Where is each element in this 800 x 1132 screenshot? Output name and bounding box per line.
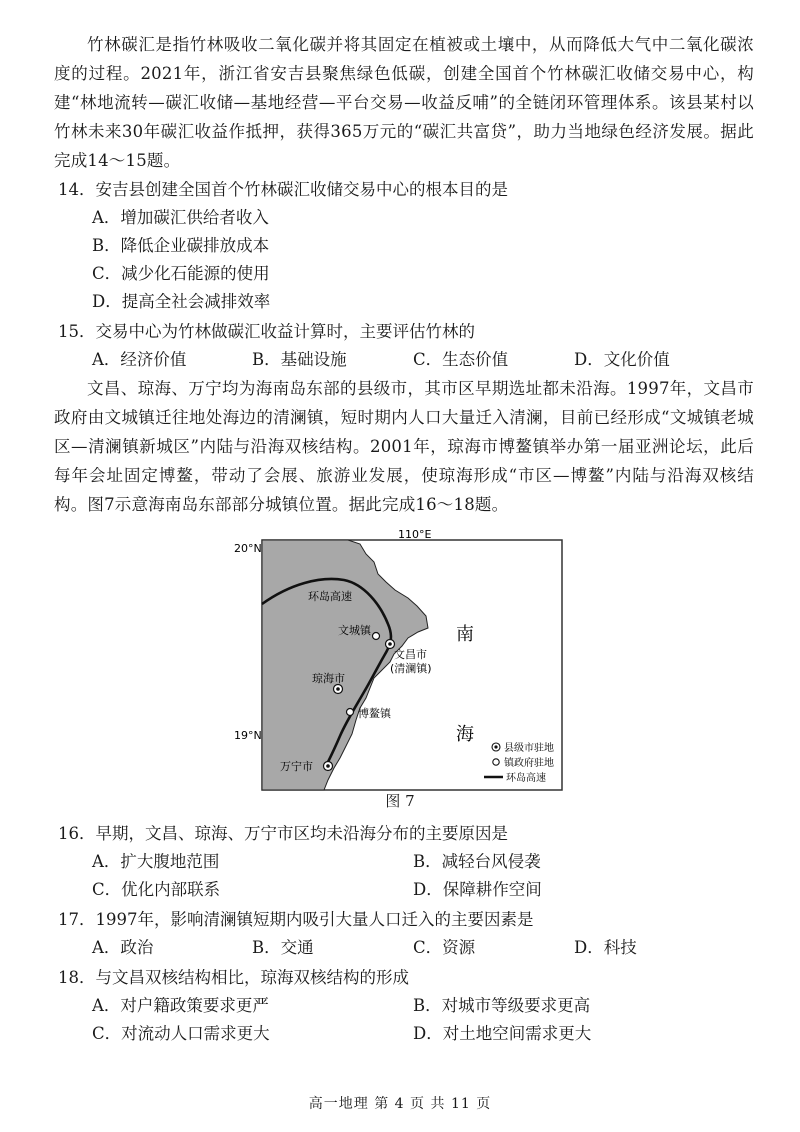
boao-marker [347,709,354,716]
q16-option-a[interactable]: A．扩大腹地范围 [92,852,220,871]
q16-option-d[interactable]: D．保障耕作空间 [413,880,542,899]
question-16-stem: 16．早期，文昌、琼海、万宁市区均未沿海分布的主要原因是 [58,824,508,843]
legend-county-label: 县级市驻地 [504,743,554,754]
sea-label-hai: 海 [456,724,474,745]
q14-option-c[interactable]: C．减少化石能源的使用 [92,264,270,283]
sea-label-nan: 南 [456,624,474,645]
qinglan-label: (清澜镇) [390,662,432,675]
wenchang-label: 文昌市 [394,648,427,661]
passage-hainan-towns: 文昌、琼海、万宁均为海南岛东部的县级市，其市区早期选址都未沿海。1997年，文昌市政府由文城镇迁往地处海边的清澜镇，短时期内人口大量迁入清澜，目前已经形成“文城镇老城区—清澜镇新城区”内陆与沿海双核结构。2001年，琼海市博鳌镇举办第一届亚洲论坛，此后每年会址固定博鳌，带动了会展、旅游业发展，使琼海形成“市区—博鳌”内陆与沿海双核结构。图7示意海南岛东部部分城镇位置。据此完成16～18题。 [54,379,754,514]
wencheng-label: 文城镇 [338,624,371,637]
figure-7-map [220,528,580,790]
q15-option-a[interactable]: A．经济价值 [92,350,187,369]
q17-option-d[interactable]: D．科技 [574,938,637,957]
page-footer: 高一地理 第 4 页 共 11 页 [308,1096,492,1112]
figure-caption: 图 7 [385,792,415,810]
q17-option-a[interactable]: A．政治 [92,938,154,957]
q14-option-b[interactable]: B．降低企业碳排放成本 [92,236,270,255]
map-legend [484,741,554,784]
passage-bamboo-carbon: 竹林碳汇是指竹林吸收二氧化碳并将其固定在植被或土壤中，从而降低大气中二氧化碳浓度的过程。2021年，浙江省安吉县聚焦绿色低碳，创建全国首个竹林碳汇收储交易中心，构建“林地流转—碳汇收储—基地经营—平台交易—收益反哺”的全链闭环管理体系。该县某村以竹林未来30年碳汇收益作抵押，获得365万元的“碳汇共富贷”，助力当地绿色经济发展。据此完成14～15题。 [54,35,754,170]
q16-option-b[interactable]: B．减轻台风侵袭 [413,852,541,871]
q17-option-c[interactable]: C．资源 [413,938,476,957]
wanning-marker [324,762,333,771]
q18-option-c[interactable]: C．对流动人口需求更大 [92,1024,270,1043]
q18-option-b[interactable]: B．对城市等级要求更高 [413,996,591,1015]
q15-option-b[interactable]: B．基础设施 [252,350,347,369]
lon-label: 110°E [398,528,432,541]
q15-option-d[interactable]: D．文化价值 [574,350,670,369]
highway-map-label: 环岛高速 [308,590,352,603]
wencheng-marker [373,633,380,640]
q14-option-a[interactable]: A．增加碳汇供给者收入 [92,208,269,227]
lat-19-label: 19°N [234,729,262,742]
q17-option-b[interactable]: B．交通 [252,938,314,957]
question-17-stem: 17．1997年，影响清澜镇短期内吸引大量人口迁入的主要因素是 [58,910,534,929]
q18-option-a[interactable]: A．对户籍政策要求更严 [92,996,269,1015]
question-15-stem: 15．交易中心为竹林做碳汇收益计算时，主要评估竹林的 [58,322,475,341]
boao-label: 博鳌镇 [358,707,391,720]
q16-option-c[interactable]: C．优化内部联系 [92,880,221,899]
wanning-label: 万宁市 [280,760,313,773]
qionghai-marker [334,685,343,694]
qionghai-label: 琼海市 [312,672,345,685]
question-18-stem: 18．与文昌双核结构相比，琼海双核结构的形成 [58,968,409,987]
q14-option-d[interactable]: D．提高全社会减排效率 [92,292,271,311]
q18-option-d[interactable]: D．对土地空间需求更大 [413,1024,592,1043]
q15-option-c[interactable]: C．生态价值 [413,350,509,369]
legend-town-label: 镇政府驻地 [504,758,554,769]
lat-20-label: 20°N [234,542,262,555]
legend-highway-label: 环岛高速 [506,773,546,784]
question-14-stem: 14．安吉县创建全国首个竹林碳汇收储交易中心的根本目的是 [58,180,508,199]
map-svg [220,528,580,790]
